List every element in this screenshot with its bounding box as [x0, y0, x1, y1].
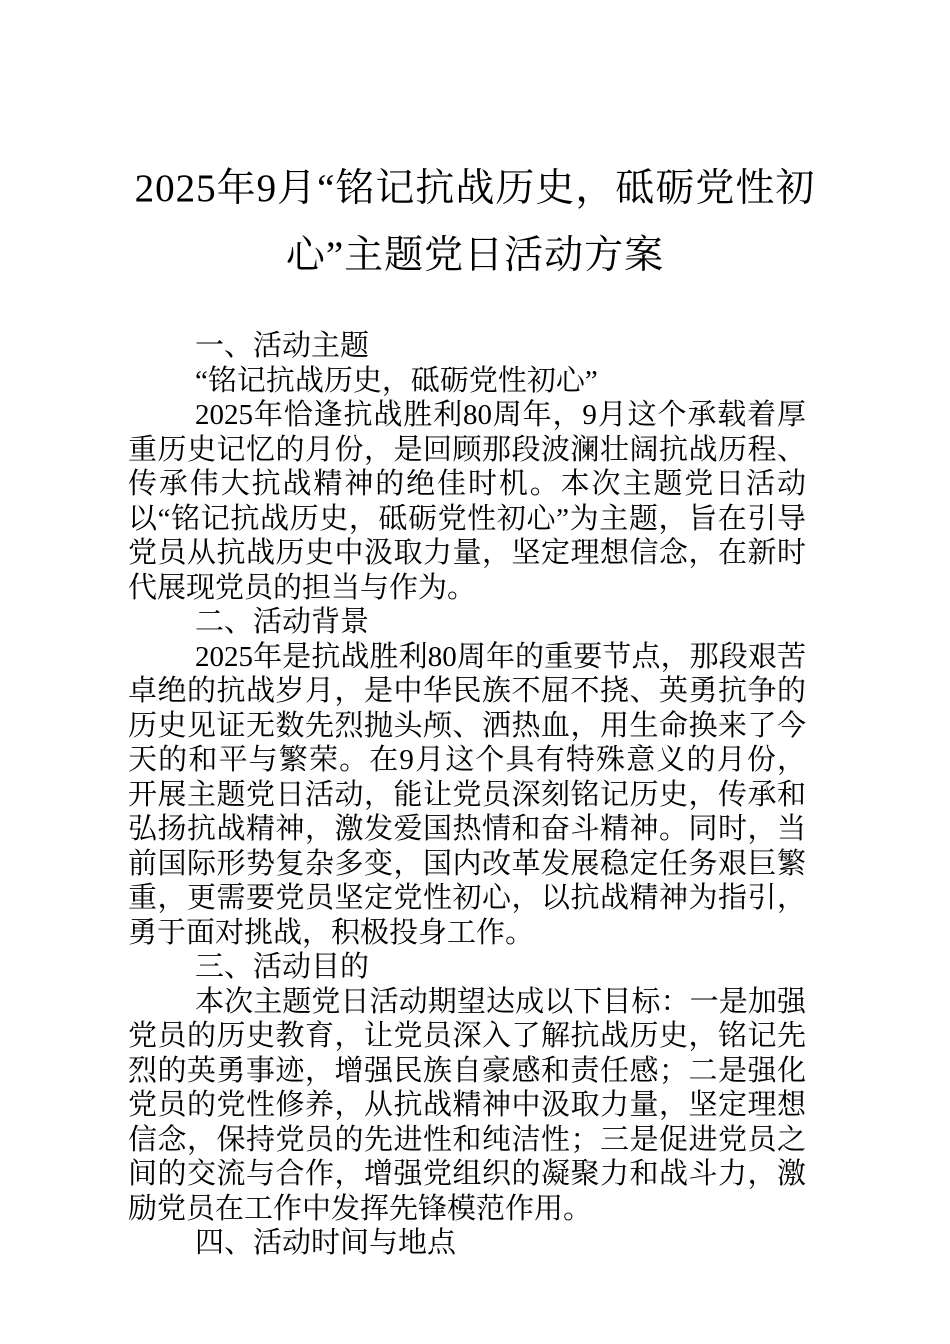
section-activity-theme-paragraph: 2025年恰逢抗战胜利80周年，9月这个承载着厚重历史记忆的月份，是回顾那段波澜壮阔抗战历程、传承伟大抗战精神的绝佳时机。本次主题党日活动以“铭记抗战历史，砥砺党性初心”为主题，旨在引导党员从抗战历史中汲取力量，坚定理想信念，在新时代展现党员的担当与作为。 — [128, 399, 806, 604]
document-title — [0, 155, 950, 289]
document-body — [128, 329, 806, 1261]
section-heading-activity-theme: 一、活动主题 — [195, 330, 370, 362]
document-title-line1: 2025年9月“铭记抗战历史，砥砺党性初 — [134, 167, 816, 210]
section-activity-background-paragraph: 2025年是抗战胜利80周年的重要节点，那段艰苦卓绝的抗战岁月，是中华民族不屈不挠、英勇抗争的历史见证无数先烈抛头颅、洒热血，用生命换来了今天的和平与繁荣。在9月这个具有特殊意义的月份，开展主题党日活动，能让党员深刻铭记历史，传承和弘扬抗战精神，激发爱国热情和奋斗精神。同时，当前国际形势复杂多变，国内改革发展稳定任务艰巨繁重，更需要党员坚定党性初心，以抗战精神为指引，勇于面对挑战，积极投身工作。 — [128, 640, 806, 949]
section-heading-activity-purpose: 三、活动目的 — [195, 951, 370, 983]
section-activity-purpose-paragraph: 本次主题党日活动期望达成以下目标：一是加强党员的历史教育，让党员深入了解抗战历史，铭记先烈的英勇事迹，增强民族自豪感和责任感；二是强化党员的党性修养，从抗战精神中汲取力量，坚定理想信念，保持党员的先进性和纯洁性；三是促进党员之间的交流与合作，增强党组织的凝聚力和战斗力，激励党员在工作中发挥先锋模范作用。 — [128, 985, 806, 1225]
section-heading-activity-time-location: 四、活动时间与地点 — [195, 1227, 457, 1259]
section-heading-activity-background: 二、活动背景 — [195, 606, 370, 638]
document-title-line2: 心”主题党日活动方案 — [285, 234, 665, 277]
section-activity-theme-quote: “铭记抗战历史，砥砺党性初心” — [195, 364, 598, 397]
